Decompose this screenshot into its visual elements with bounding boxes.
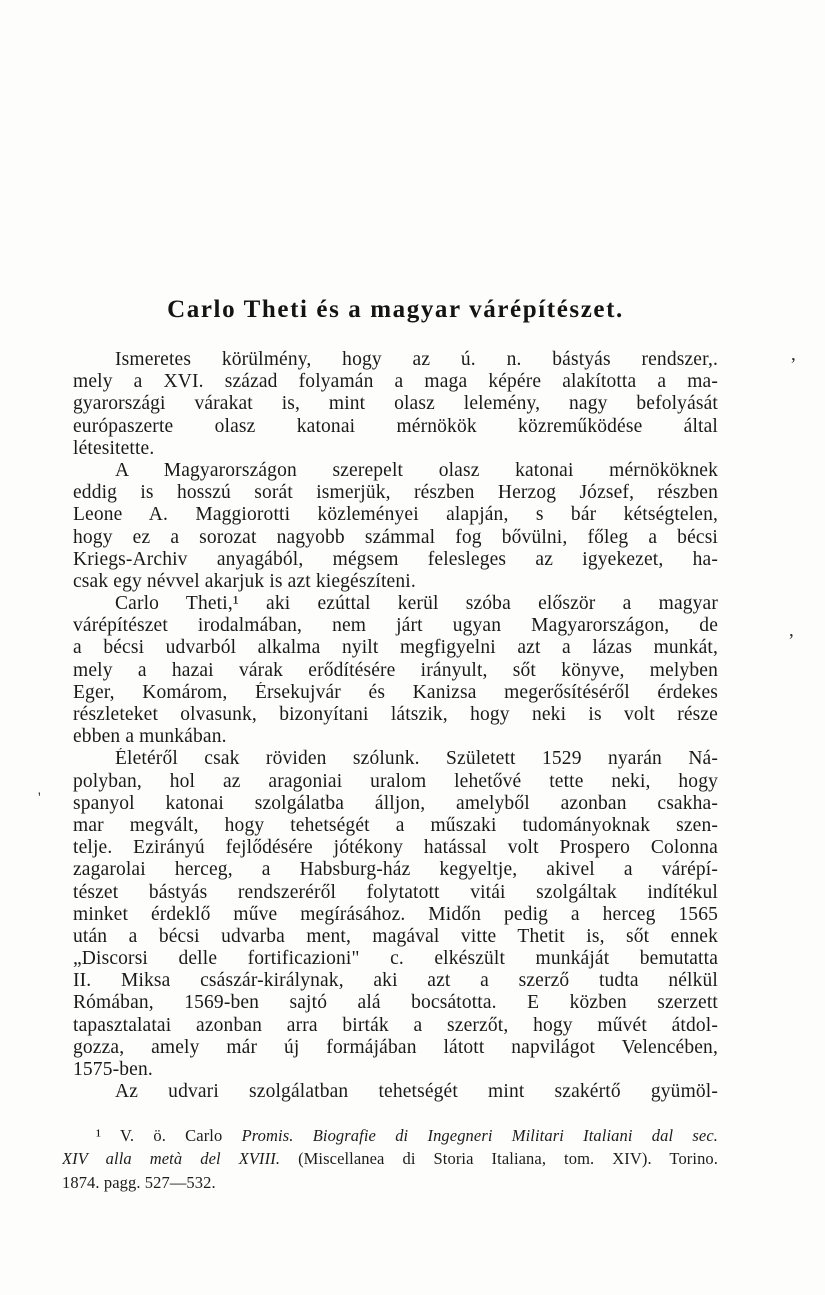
footnote-segment: (Miscellanea di Storia Italiana, tom. XIV). Torino.	[280, 1149, 718, 1169]
text-line: mely a XVI. század folyamán a maga képére alakította a ma-	[73, 371, 718, 393]
text-line: gozza, amely már új formájában látott napvilágot Velencében,	[73, 1036, 718, 1058]
text-line: a bécsi udvarból alkalma nyilt megfigyelni azt a lázas munkát,	[73, 637, 718, 659]
text-line: eddig is hosszú sorát ismerjük, részben Herzog József, részben	[73, 482, 718, 504]
text-line: Az udvari szolgálatban tehetségét mint szakértő gyümöl-	[115, 1081, 718, 1103]
text-line: Carlo Theti,¹ aki ezúttal kerül szóba először a magyar	[115, 593, 718, 615]
footnote	[62, 1124, 718, 1194]
footnote-line	[62, 1147, 718, 1170]
text-line: tészet bástyás rendszeréről folytatott vitái szolgáltak indítékul	[73, 881, 718, 903]
text-line: létesitette.	[73, 437, 155, 459]
text-line: telje. Ezirányú fejlődésére jótékony hatással volt Prospero Colonna	[73, 837, 718, 859]
text-line: mely a hazai várak erődítésére irányult, sőt könyve, melyben	[73, 659, 718, 681]
text-line: Rómában, 1569-ben sajtó alá bocsátotta. E közben szerzett	[73, 992, 718, 1014]
body-text	[73, 349, 718, 1103]
text-line: 1575-ben.	[73, 1059, 153, 1080]
text-line: ebben a munkában.	[73, 726, 227, 748]
text-line: gyarországi várakat is, mint olasz lelemény, nagy befolyását	[73, 393, 718, 415]
text-line: II. Miksa császár-királynak, aki azt a szerző tudta nélkül	[73, 970, 718, 992]
text-line: mar megvált, hogy tehetségét a műszaki tudományoknak szen-	[73, 814, 718, 836]
text-line: polyban, hol az aragoniai uralom lehetővé tette neki, hogy	[73, 770, 718, 792]
margin-scan-mark: '	[38, 790, 41, 806]
footnote-line	[62, 1124, 718, 1147]
text-line: részleteket olvasunk, bizonyítani látszik, hogy neki is volt része	[73, 704, 718, 725]
footnote-italic-segment: Promis. Biografie di Ingegneri Militari Italiani dal sec.	[241, 1126, 718, 1145]
text-line: spanyol katonai szolgálatba álljon, amelyből azonban csakha-	[73, 792, 718, 814]
text-line: tapasztalatai azonban arra birták a szerzőt, hogy művét átdol-	[73, 1014, 718, 1036]
text-line: hogy ez a sorozat nagyobb számmal fog bővülni, főleg a bécsi	[73, 526, 718, 548]
text-line: zagarolai herceg, a Habsburg-ház kegyeltje, akivel a várépí-	[73, 859, 718, 881]
text-line: után a bécsi udvarba ment, magával vitte Thetit is, sőt ennek	[73, 925, 718, 947]
footnote-segment: 1874. pagg. 527—532.	[62, 1172, 216, 1192]
text-line: csak egy névvel akarjuk is azt kiegészíteni.	[73, 570, 416, 592]
text-line: Életéről csak röviden szólunk. Született 1529 nyarán Ná-	[115, 748, 718, 770]
text-line: európaszerte olasz katonai mérnökök közreműködése által	[73, 415, 718, 437]
text-line: A Magyarországon szerepelt olasz katonai mérnököknek	[115, 459, 718, 481]
footnote-line	[62, 1171, 718, 1194]
text-line: Ismeretes körülmény, hogy az ú. n. bástyás rendszer,.	[115, 349, 718, 370]
footnote-italic-segment: XIV alla metà del XVIII.	[62, 1149, 281, 1169]
text-line: Leone A. Maggiorotti közleményei alapján, s bár kétségtelen,	[73, 504, 718, 526]
margin-scan-mark: ,	[789, 620, 794, 641]
text-line: Kriegs-Archiv anyagából, mégsem felesleges az igyekezet, ha-	[73, 548, 718, 570]
text-line: „Discorsi delle fortificazioni" c. elkészült munkáját bemutatta	[73, 948, 718, 970]
text-line: várépítészet irodalmában, nem járt ugyan Magyarországon, de	[73, 615, 718, 637]
margin-scan-mark: ,	[791, 344, 796, 365]
text-line: Eger, Komárom, Érsekujvár és Kanizsa megerősítéséről érdekes	[73, 681, 718, 703]
page-title: Carlo Theti és a magyar várépítészet.	[167, 296, 624, 323]
text-line: minket érdeklő műve megírásához. Midőn pedig a herceg 1565	[73, 903, 718, 925]
footnote-segment: ¹ V. ö. Carlo	[96, 1126, 242, 1145]
